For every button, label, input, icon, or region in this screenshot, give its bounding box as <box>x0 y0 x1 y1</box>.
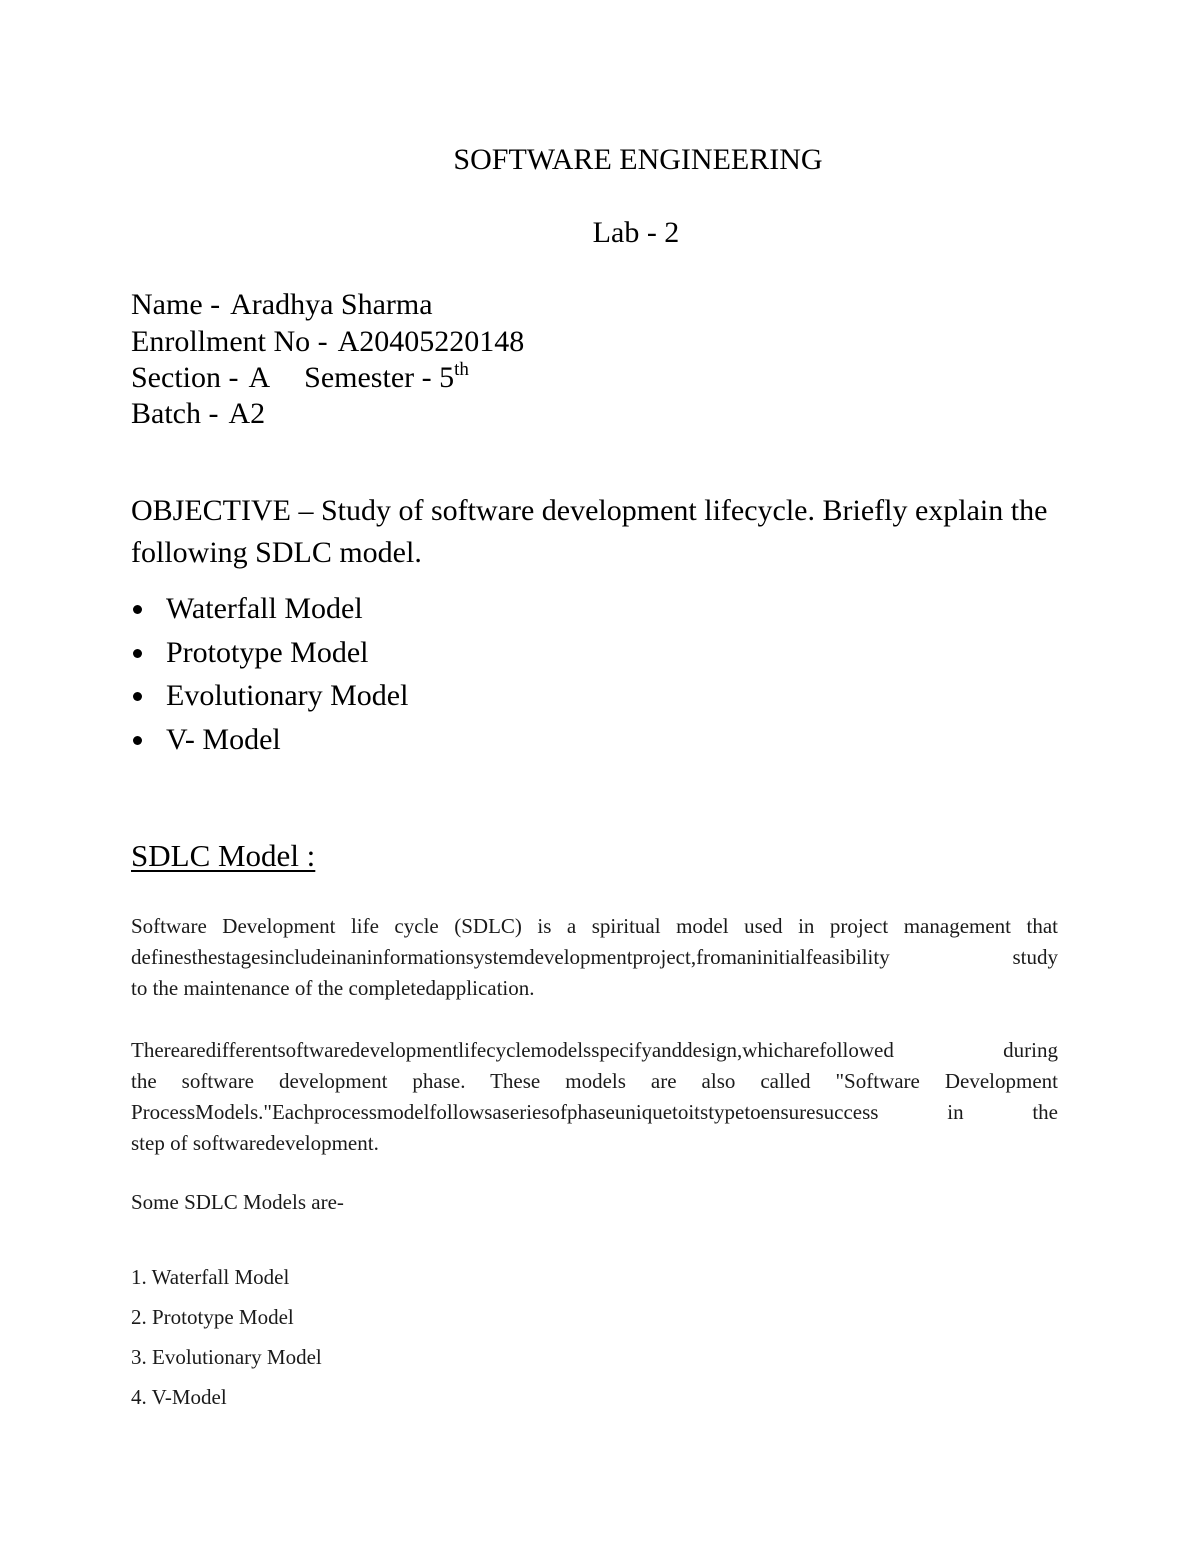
enrollment-value: A20405220148 <box>337 325 525 358</box>
numbered-item: 3. Evolutionary Model <box>131 1345 322 1369</box>
name-label: Name - <box>131 288 221 321</box>
numbered-item: 2. Prototype Model <box>131 1305 294 1329</box>
bullet-dot-icon <box>133 649 142 658</box>
batch-label: Batch - <box>131 397 219 430</box>
section-heading: SDLC Model : <box>131 838 316 873</box>
section-value: A <box>248 361 271 394</box>
lab-number: Lab - 2 <box>592 216 680 249</box>
objective-text: OBJECTIVE – Study of software development lifecycle. Briefly explain the following SDLC model. <box>131 494 1048 569</box>
section-line <box>131 360 469 396</box>
models-intro: Some SDLC Models are- <box>131 1190 344 1214</box>
paragraph-line: ProcessModels."Eachprocessmodelfollowsaseriesofphaseuniquetoitstypetoensuresuccess in the <box>131 1100 1058 1124</box>
name-line <box>131 287 433 323</box>
paragraph-line: Software Development life cycle (SDLC) is a spiritual model used in project management that <box>131 914 1058 938</box>
document-title: SOFTWARE ENGINEERING <box>453 143 823 176</box>
paragraph-line: the software development phase. These models are also called "Software Development <box>131 1069 1058 1093</box>
numbered-model-list <box>131 1262 322 1422</box>
bullet-item <box>131 718 408 762</box>
bullet-item <box>131 631 408 675</box>
paragraph-line: step of softwaredevelopment. <box>131 1131 379 1155</box>
numbered-item: 1. Waterfall Model <box>131 1265 290 1289</box>
model-bullet-list <box>131 587 408 761</box>
paragraph-2 <box>131 1035 1058 1159</box>
section-label: Section - <box>131 361 239 394</box>
bullet-dot-icon <box>133 692 142 701</box>
paragraph-line: to the maintenance of the completedapplication. <box>131 976 535 1000</box>
bullet-dot-icon <box>133 605 142 614</box>
numbered-item: 4. V-Model <box>131 1385 227 1409</box>
paragraph-line: definesthestagesincludeinaninformationsystemdevelopmentproject,fromaninitialfeasibility study <box>131 945 1058 969</box>
paragraph-line: Therearedifferentsoftwaredevelopmentlifecyclemodelsspecifyanddesign,whicharefollowed during <box>131 1038 1058 1062</box>
paragraph-1 <box>131 911 1058 1004</box>
bullet-label: Waterfall Model <box>166 592 363 625</box>
bullet-label: V- Model <box>166 722 281 756</box>
bullet-item <box>131 674 408 718</box>
semester-suffix: th <box>454 359 469 380</box>
bullet-label: Evolutionary Model <box>166 679 409 712</box>
enrollment-label: Enrollment No - <box>131 325 328 358</box>
semester-label: Semester - 5 <box>304 361 455 394</box>
batch-value: A2 <box>228 397 266 430</box>
batch-line <box>131 396 265 432</box>
bullet-label: Prototype Model <box>166 635 369 669</box>
bullet-dot-icon <box>133 736 142 745</box>
enrollment-line <box>131 324 524 360</box>
name-value: Aradhya Sharma <box>230 288 433 321</box>
bullet-item <box>131 587 408 631</box>
